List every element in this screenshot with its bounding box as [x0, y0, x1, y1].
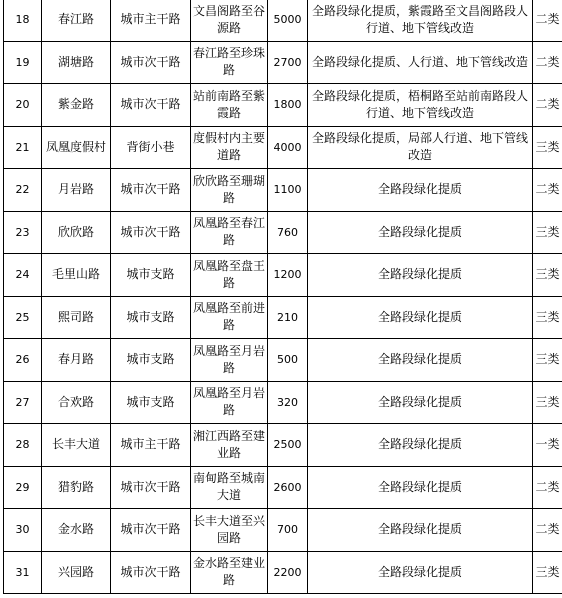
road-type-cell: 城市主干路: [111, 0, 191, 41]
table-body: [4, 0, 562, 594]
table-row: [4, 254, 562, 297]
road-length-cell: 1200: [268, 254, 308, 297]
improvement-scope-cell: 全路段绿化提质: [308, 424, 533, 467]
road-type-cell: 城市支路: [111, 296, 191, 339]
road-name-cell: 合欢路: [42, 381, 111, 424]
table-row: [4, 126, 562, 169]
table-row: [4, 296, 562, 339]
road-type-cell: 城市次干路: [111, 169, 191, 212]
row-number-cell: 28: [4, 424, 42, 467]
road-name-cell: 熙司路: [42, 296, 111, 339]
road-name-cell: 紫金路: [42, 84, 111, 127]
road-type-cell: 城市主干路: [111, 424, 191, 467]
road-range-cell: 凤凰路至前进路: [191, 296, 268, 339]
table-row: [4, 551, 562, 594]
road-length-cell: 1800: [268, 84, 308, 127]
road-length-cell: 2500: [268, 424, 308, 467]
improvement-scope-cell: 全路段绿化提质、人行道、地下管线改造: [308, 41, 533, 84]
road-name-cell: 春月路: [42, 339, 111, 382]
table-row: [4, 381, 562, 424]
road-range-cell: 春江路至珍珠路: [191, 41, 268, 84]
improvement-scope-cell: 全路段绿化提质: [308, 296, 533, 339]
improvement-scope-cell: 全路段绿化提质: [308, 339, 533, 382]
road-class-cell: 三类: [533, 339, 562, 382]
road-range-cell: 凤凰路至月岩路: [191, 381, 268, 424]
road-type-cell: 背街小巷: [111, 126, 191, 169]
table-row: [4, 0, 562, 41]
table-row: [4, 466, 562, 509]
improvement-scope-cell: 全路段绿化提质，局部人行道、地下管线改造: [308, 126, 533, 169]
road-length-cell: 4000: [268, 126, 308, 169]
road-length-cell: 2200: [268, 551, 308, 594]
road-range-cell: 长丰大道至兴园路: [191, 509, 268, 552]
road-class-cell: 二类: [533, 84, 562, 127]
table-row: [4, 169, 562, 212]
road-class-cell: 二类: [533, 41, 562, 84]
road-class-cell: 三类: [533, 211, 562, 254]
table-row: [4, 211, 562, 254]
road-name-cell: 月岩路: [42, 169, 111, 212]
road-length-cell: 320: [268, 381, 308, 424]
road-improvement-table: [3, 0, 562, 594]
road-name-cell: 欣欣路: [42, 211, 111, 254]
road-range-cell: 站前南路至紫霞路: [191, 84, 268, 127]
road-range-cell: 凤凰路至盘王路: [191, 254, 268, 297]
improvement-scope-cell: 全路段绿化提质: [308, 169, 533, 212]
road-type-cell: 城市次干路: [111, 84, 191, 127]
road-name-cell: 兴园路: [42, 551, 111, 594]
improvement-scope-cell: 全路段绿化提质: [308, 254, 533, 297]
row-number-cell: 24: [4, 254, 42, 297]
road-type-cell: 城市次干路: [111, 41, 191, 84]
improvement-scope-cell: 全路段绿化提质: [308, 466, 533, 509]
road-name-cell: 凤凰度假村: [42, 126, 111, 169]
road-type-cell: 城市次干路: [111, 509, 191, 552]
table-row: [4, 84, 562, 127]
road-length-cell: 5000: [268, 0, 308, 41]
road-type-cell: 城市次干路: [111, 551, 191, 594]
road-class-cell: 三类: [533, 551, 562, 594]
road-range-cell: 欣欣路至珊瑚路: [191, 169, 268, 212]
road-class-cell: 三类: [533, 381, 562, 424]
row-number-cell: 18: [4, 0, 42, 41]
improvement-scope-cell: 全路段绿化提质: [308, 509, 533, 552]
table-row: [4, 41, 562, 84]
road-type-cell: 城市次干路: [111, 466, 191, 509]
road-type-cell: 城市支路: [111, 254, 191, 297]
road-range-cell: 南甸路至城南大道: [191, 466, 268, 509]
row-number-cell: 23: [4, 211, 42, 254]
road-name-cell: 猎豹路: [42, 466, 111, 509]
road-class-cell: 三类: [533, 296, 562, 339]
improvement-scope-cell: 全路段绿化提质，紫霞路至文昌阁路段人行道、地下管线改造: [308, 0, 533, 41]
road-range-cell: 金水路至建业路: [191, 551, 268, 594]
row-number-cell: 30: [4, 509, 42, 552]
improvement-scope-cell: 全路段绿化提质，梧桐路至站前南路段人行道、地下管线改造: [308, 84, 533, 127]
table-row: [4, 509, 562, 552]
road-range-cell: 湘江西路至建业路: [191, 424, 268, 467]
road-range-cell: 文昌阁路至谷源路: [191, 0, 268, 41]
road-class-cell: 一类: [533, 424, 562, 467]
road-type-cell: 城市支路: [111, 339, 191, 382]
row-number-cell: 26: [4, 339, 42, 382]
road-range-cell: 度假村内主要道路: [191, 126, 268, 169]
road-length-cell: 760: [268, 211, 308, 254]
row-number-cell: 25: [4, 296, 42, 339]
row-number-cell: 22: [4, 169, 42, 212]
road-length-cell: 210: [268, 296, 308, 339]
improvement-scope-cell: 全路段绿化提质: [308, 211, 533, 254]
row-number-cell: 27: [4, 381, 42, 424]
road-length-cell: 500: [268, 339, 308, 382]
road-name-cell: 湖塘路: [42, 41, 111, 84]
road-length-cell: 2700: [268, 41, 308, 84]
improvement-scope-cell: 全路段绿化提质: [308, 381, 533, 424]
road-name-cell: 春江路: [42, 0, 111, 41]
road-name-cell: 毛里山路: [42, 254, 111, 297]
improvement-scope-cell: 全路段绿化提质: [308, 551, 533, 594]
road-range-cell: 凤凰路至春江路: [191, 211, 268, 254]
road-class-cell: 二类: [533, 0, 562, 41]
road-range-cell: 凤凰路至月岩路: [191, 339, 268, 382]
table-row: [4, 424, 562, 467]
road-length-cell: 1100: [268, 169, 308, 212]
row-number-cell: 20: [4, 84, 42, 127]
road-length-cell: 700: [268, 509, 308, 552]
road-name-cell: 长丰大道: [42, 424, 111, 467]
row-number-cell: 21: [4, 126, 42, 169]
road-length-cell: 2600: [268, 466, 308, 509]
row-number-cell: 29: [4, 466, 42, 509]
road-type-cell: 城市次干路: [111, 211, 191, 254]
table-row: [4, 339, 562, 382]
road-class-cell: 二类: [533, 466, 562, 509]
road-class-cell: 三类: [533, 126, 562, 169]
road-name-cell: 金水路: [42, 509, 111, 552]
row-number-cell: 19: [4, 41, 42, 84]
road-class-cell: 二类: [533, 509, 562, 552]
row-number-cell: 31: [4, 551, 42, 594]
road-type-cell: 城市支路: [111, 381, 191, 424]
road-class-cell: 二类: [533, 169, 562, 212]
road-class-cell: 三类: [533, 254, 562, 297]
